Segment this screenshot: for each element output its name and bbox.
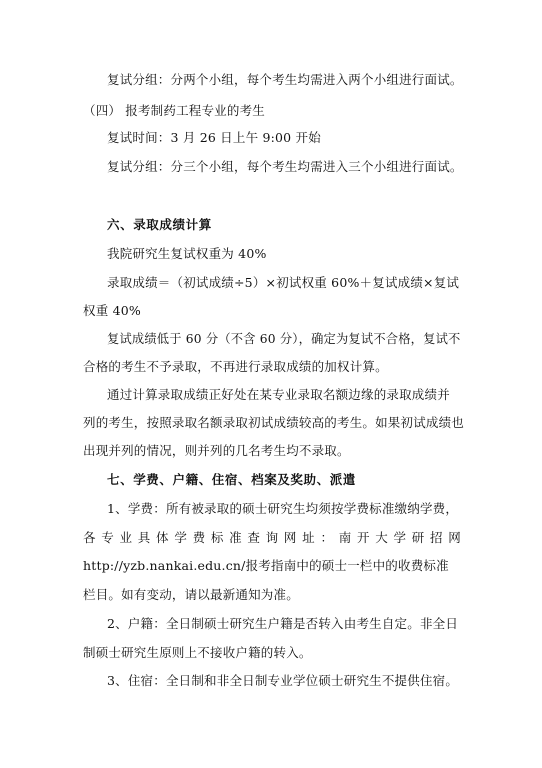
text-line: 制硕士研究生原则上不接收户籍的转入。	[83, 645, 312, 660]
text-line: 各专业具体学费标准查询网址：南开大学研招网	[83, 530, 461, 545]
text-line-url: http://yzb.nankai.edu.cn/报考指南中的硕士一栏中的收费标准	[83, 558, 449, 573]
text-line: 通过计算录取成绩正好处在某专业录取名额边缘的录取成绩并	[107, 387, 450, 402]
text-line: 我院研究生复试权重为 40%	[107, 246, 267, 261]
text-line: 列的考生，按照录取名额录取初试成绩较高的考生。如果初试成绩也	[83, 415, 465, 430]
text-line: 1、学费：所有被录取的硕士研究生均须按学费标准缴纳学费，	[107, 501, 459, 516]
text-line: 复试成绩低于 60 分（不含 60 分），确定为复试不合格，复试不	[107, 332, 461, 346]
text-line: 权重 40%	[83, 303, 141, 318]
text-line: 复试分组：分三个小组，每个考生均需进入三个小组进行面试。	[107, 159, 463, 174]
text-line: 栏目。如有变动，请以最新通知为准。	[83, 587, 299, 602]
text-line: 合格的考生不予录取，不再进行录取成绩的加权计算。	[83, 359, 388, 374]
text-line: 2、户籍：全日制硕士研究生户籍是否转入由考生自定。非全日	[107, 616, 459, 631]
section-heading: 六、录取成绩计算	[107, 217, 212, 232]
subsection-heading: （四） 报考制药工程专业的考生	[83, 103, 265, 118]
section-heading: 七、学费、户籍、住宿、档案及奖助、派遣	[107, 472, 356, 487]
text-line: 出现并列的情况，则并列的几名考生均不录取。	[83, 443, 350, 458]
text-line: 复试分组：分两个小组，每个考生均需进入两个小组进行面试。	[107, 72, 463, 87]
text-line: 复试时间：3 月 26 日上午 9:00 开始	[107, 130, 321, 145]
text-line: 录取成绩＝（初试成绩÷5）×初试权重 60%＋复试成绩×复试	[107, 275, 460, 290]
text-line: 3、住宿：全日制和非全日制专业学位硕士研究生不提供住宿。	[107, 673, 459, 688]
